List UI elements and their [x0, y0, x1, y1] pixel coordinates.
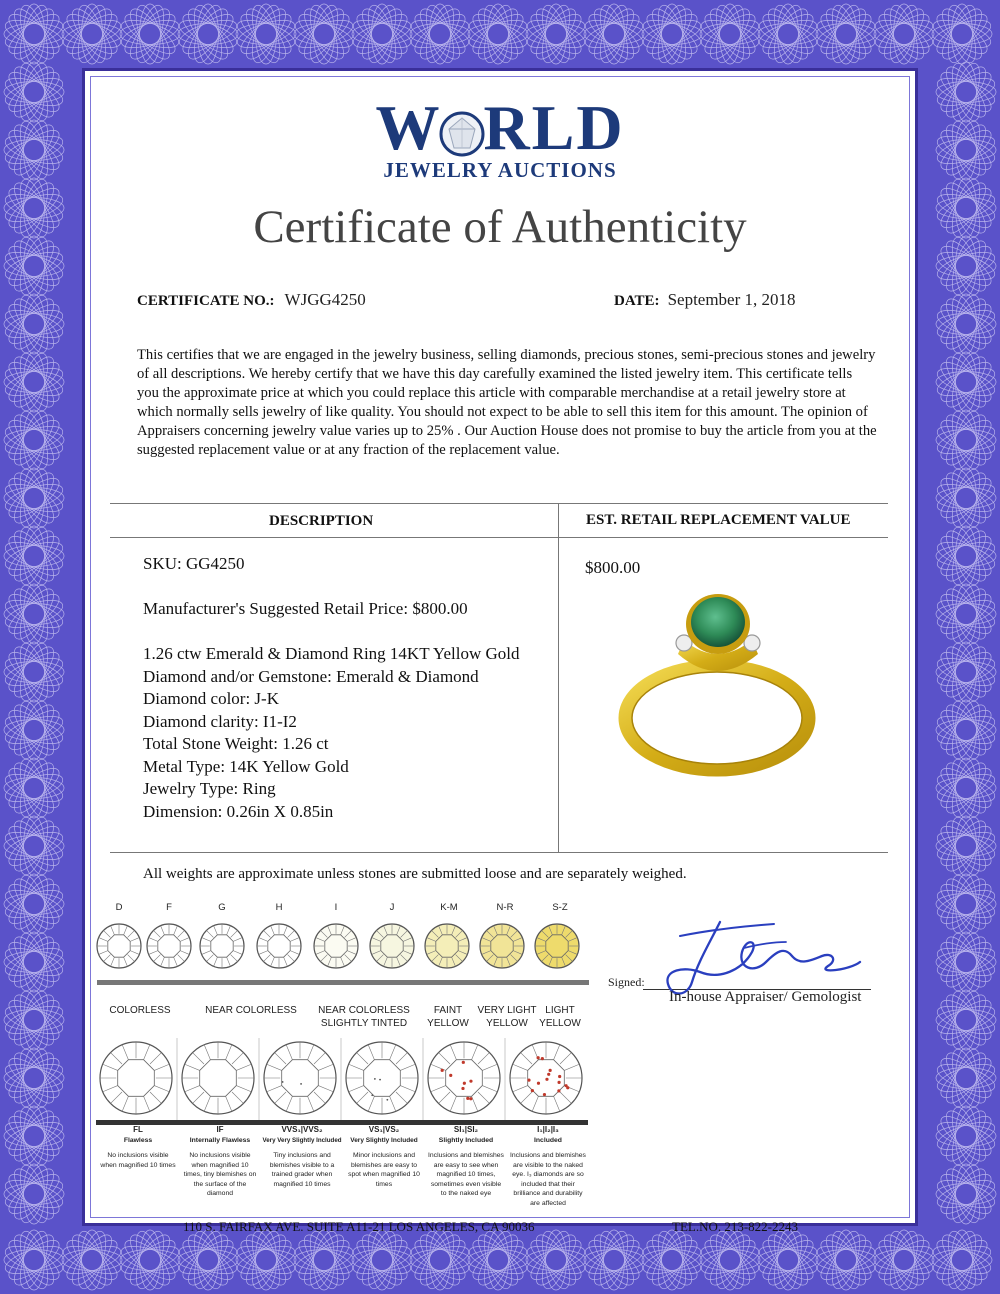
clarity-code-vs: VS₁|VS₂ — [368, 1125, 400, 1134]
certificate-number — [137, 290, 366, 310]
color-grade-f: F — [166, 902, 172, 913]
color-grade-i: I — [334, 902, 338, 913]
detail-line: Diamond color: J-K — [143, 689, 279, 708]
detail-line: Diamond and/or Gemstone: Emerald & Diamond — [143, 666, 479, 686]
color-gem-i — [314, 924, 358, 968]
scale-very-light-yellow: VERY LIGHT YELLOW — [477, 1005, 537, 1029]
color-grade-s-z: S-Z — [552, 902, 568, 913]
clarity-code-i: I₁|I₂|I₃ — [537, 1125, 559, 1134]
clarity-name-fl: Flawless — [123, 1137, 153, 1144]
color-grade-h: H — [275, 902, 283, 913]
detail-line: Diamond clarity: I1-I2 — [143, 711, 297, 731]
certificate-no-label: CERTIFICATE NO.: — [137, 293, 275, 309]
color-scale-bar — [97, 980, 589, 985]
detail-line: Metal Type: 14K Yellow Gold — [143, 756, 349, 776]
scale-slightly-tinted: NEAR COLORLESS SLIGHTLY TINTED — [318, 1005, 410, 1029]
color-gem-s-z — [535, 924, 579, 968]
color-gem-k-m — [425, 924, 469, 968]
appraiser-role: In-house Appraiser/ Gemologist — [669, 989, 862, 1005]
clarity-name-i: Included — [534, 1137, 562, 1144]
logo-subtitle: JEWELRY AUCTIONS — [383, 158, 617, 182]
color-gem-f — [147, 924, 191, 968]
clarity-desc-si: Inclusions and blemishes are easy to see when magnified 10 times, sometimes even visible to the naked eye — [428, 1152, 504, 1197]
scale-faint-yellow: FAINT YELLOW — [427, 1005, 469, 1029]
color-scale-graphic — [90, 918, 600, 998]
clarity-desc-vs: Minor inclusions and blemishes are easy to spot when magnified 10 times — [348, 1152, 420, 1188]
item-details — [143, 643, 520, 823]
clarity-name-vs: Very Slightly Included — [350, 1137, 418, 1144]
color-grade-d: D — [115, 902, 123, 913]
scale-near-colorless: NEAR COLORLESS — [205, 1005, 297, 1016]
color-gem-d — [97, 924, 141, 968]
value-header: EST. RETAIL REPLACEMENT VALUE — [586, 512, 851, 528]
table-bottom-rule — [110, 852, 888, 853]
table-top-rule — [110, 503, 888, 504]
date-value: September 1, 2018 — [667, 290, 796, 309]
clarity-gem-2 — [182, 1042, 254, 1114]
certificate-date — [614, 290, 796, 310]
page-title: Certificate of Authenticity — [253, 201, 747, 253]
color-grade-j: J — [389, 902, 395, 913]
table-column-divider — [558, 503, 559, 853]
footer-address: 110 S. FAIRFAX AVE. SUITE A11-21 LOS ANGELES, CA 90036 — [183, 1219, 535, 1234]
logo — [0, 92, 1000, 183]
color-gem-h — [257, 924, 301, 968]
ring-image — [612, 588, 822, 788]
msrp: Manufacturer's Suggested Retail Price: $800.00 — [143, 599, 468, 618]
clarity-name-vvs: Very Very Slightly Included — [262, 1137, 342, 1144]
footer-phone: TEL.NO. 213-822-2243 — [672, 1219, 799, 1234]
clarity-name-if: Internally Flawless — [189, 1137, 251, 1144]
date-label: DATE: — [614, 293, 660, 309]
certificate-no-value: WJGG4250 — [284, 290, 366, 309]
detail-line: 1.26 ctw Emerald & Diamond Ring 14KT Yellow Gold — [143, 644, 520, 663]
diamond-logo-icon — [439, 111, 485, 157]
clarity-gem-6 — [510, 1042, 582, 1114]
clarity-name-si: Slightly Included — [438, 1137, 494, 1144]
color-gem-j — [370, 924, 414, 968]
clarity-code-vvs: VVS₁|VVS₂ — [281, 1125, 323, 1134]
clarity-gem-1 — [100, 1042, 172, 1114]
detail-line: Dimension: 0.26in X 0.85in — [143, 801, 334, 821]
color-grade-k-m: K-M — [440, 902, 458, 913]
clarity-gem-5 — [428, 1042, 500, 1114]
scale-colorless: COLORLESS — [109, 1005, 171, 1016]
detail-line: Total Stone Weight: 1.26 ct — [143, 734, 329, 753]
clarity-scale-graphic — [96, 1034, 596, 1134]
description-header: DESCRIPTION — [269, 513, 374, 529]
clarity-gem-4 — [346, 1042, 418, 1114]
clarity-code-if: IF — [216, 1125, 224, 1134]
sku: SKU: GG4250 — [143, 554, 245, 573]
logo-w: W — [375, 92, 442, 163]
color-gem-n-r — [480, 924, 524, 968]
signed-label: Signed: — [608, 975, 645, 989]
clarity-desc-i: Inclusions and blemishes are visible to the naked eye. I₃ diamonds are so included that their brilliance and durability are affected — [510, 1152, 586, 1207]
table-header-rule — [110, 537, 888, 538]
clarity-desc-vvs: Tiny inclusions and blemishes visible to a trained grader when magnified 10 times — [269, 1152, 335, 1188]
clarity-gem-3 — [264, 1042, 336, 1114]
weights-note: All weights are approximate unless stones are submitted loose and are separately weighed. — [143, 866, 687, 882]
detail-line: Jewelry Type: Ring — [143, 779, 276, 798]
clarity-code-si: SI₁|SI₂ — [453, 1125, 479, 1134]
certification-statement: This certifies that we are engaged in the jewelry business, selling diamonds, precious stones, semi-precious stones and jewelry of all descriptions. We hereby certify that we have this day carefully examined the listed jewelry item. This certificate tells you the approximate price at which you could replace this article with comparable merchandise at a retail jewelry store at which normally sells jewelry of like quality. You should not expect to be able to sell this item for this amount. The opinion of Appraisers concerning jewelry value varies up to 25% . Our Auction House does not promise to buy the article from you at the suggested replacement value or at any fraction of the replacement value. — [137, 347, 877, 458]
color-grade-n-r: N-R — [496, 902, 514, 913]
clarity-code-fl: FL — [133, 1125, 143, 1134]
clarity-desc-if: No inclusions visible when magnified 10 times, tiny blemishes on the surface of the diamond — [183, 1152, 257, 1197]
scale-light-yellow: LIGHT YELLOW — [539, 1005, 581, 1029]
color-grade-g: G — [218, 902, 226, 913]
color-gem-g — [200, 924, 244, 968]
replacement-value: $800.00 — [585, 558, 641, 577]
logo-rld: RLD — [483, 92, 625, 163]
clarity-desc-fl: No inclusions visible when magnified 10 times — [100, 1152, 176, 1169]
